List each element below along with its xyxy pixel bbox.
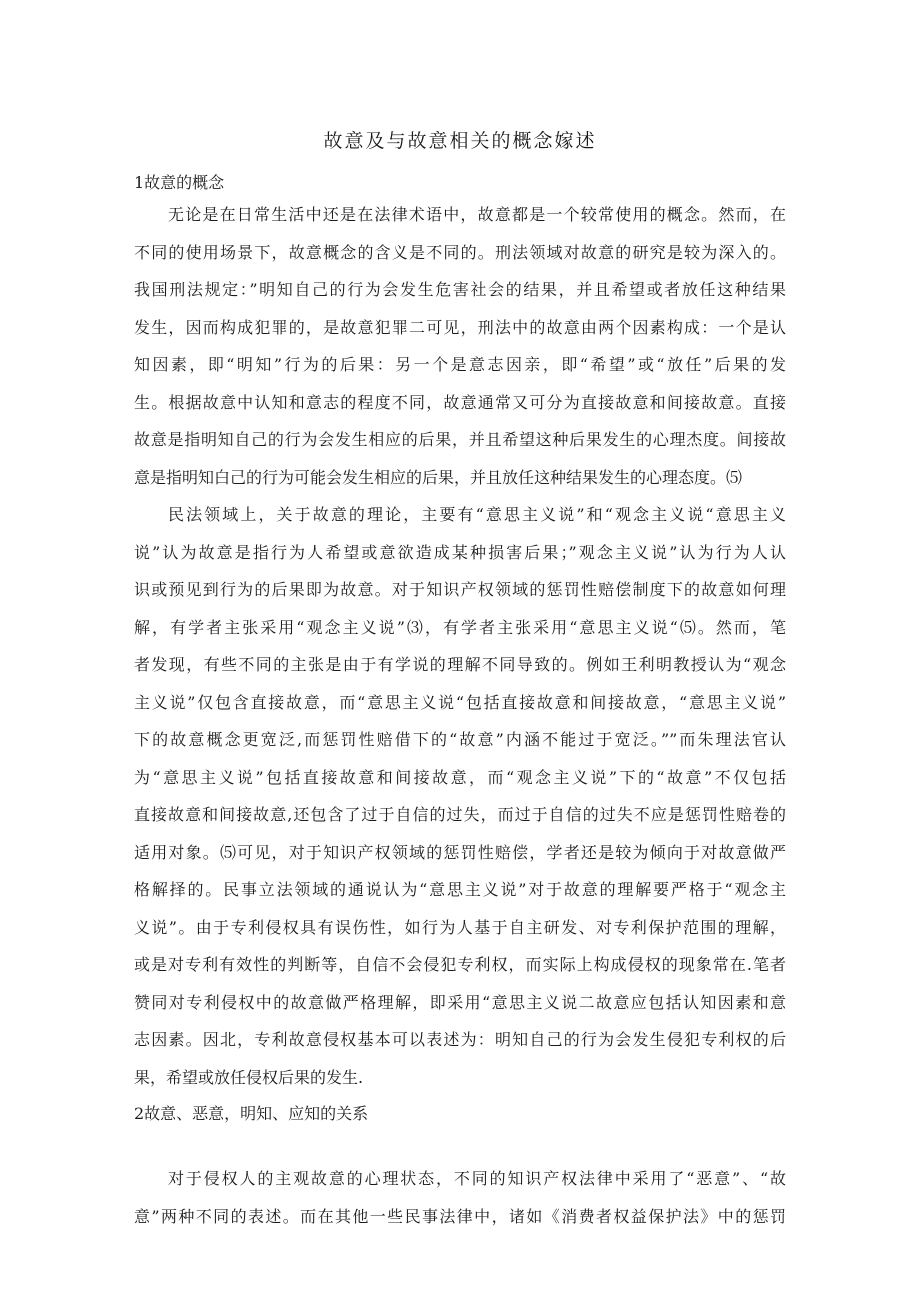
paragraph-line: 义说”。由于专利侵权具有误伤性，如行为人基于自主研发、对专利保护范围的理解， — [134, 917, 786, 937]
paragraph-line: 赞同对专利侵权中的故意做严格理解，即采用“意思主义说二故意应包括认知因素和意 — [134, 992, 786, 1012]
section-1-paragraph-1 — [134, 196, 786, 496]
document-title: 故意及与故意相关的概念嫁述 — [323, 130, 597, 152]
section-1-paragraph-2 — [134, 496, 786, 1096]
paragraph-line: 志因素。因北，专利故意侵权基本可以表述为：明知自己的行为会发生侵犯专利权的后 — [134, 1030, 786, 1049]
paragraph-line: 格解择的。民事立法领域的通说认为“意思主义说”对于故意的理解要严格于“观念主 — [134, 880, 786, 899]
paragraph-line: 为“意思主义说”包括直接故意和间接故意，而“观念主义说”下的“故意”不仅包括 — [134, 767, 786, 787]
paragraph-line: 知因素，即“明知”行为的后果：另一个是意志因亲，即“希望”或“放任”后果的发 — [134, 355, 786, 374]
paragraph-line: 说”认为故意是指行为人希望或意欲造成某种损害后果；”观念主义说”认为行为人认 — [134, 542, 786, 562]
paragraph-line: 不同的使用场景下，故意概念的含义是不同的。刑法领域对故意的研究是较为深入的。 — [134, 242, 786, 262]
paragraph-line: 直接故意和间接故意,还包含了过于自信的过失，而过于自信的过失不应是惩罚性赔卷的 — [134, 805, 786, 824]
paragraph-line: 意”两种不同的表述。而在其他一些民事法律中，诸如《消费者权益保护法》中的惩罚 — [134, 1206, 786, 1226]
section-2-heading: 2故意、恶意，明知、应知的关系 — [134, 1104, 369, 1123]
paragraph-line: 下的故意概念更宽泛,而惩罚性赔借下的“故意”内涵不能过于宽泛。””而朱理法官认 — [134, 730, 786, 749]
paragraph-line: 无论是在日常生活中还是在法律术语中，故意都是一个较常使用的概念。然而，在 — [168, 205, 786, 224]
paragraph-line: 生。根据故意中认知和意志的程度不同，故意通常又可分为直接故意和间接故意。直接 — [134, 392, 786, 412]
paragraph-line: 发生，因而构成犯罪的，是故意犯罪二可见，刑法中的故意由两个因素构成：一个是认 — [134, 317, 786, 337]
paragraph-line: 意是指明知白己的行为可能会发生相应的后果，并且放任这种结果发生的心理态度。⑸ — [134, 467, 743, 487]
paragraph-line: 或是对专利有效性的判断等，自信不会侵犯专利权，而实际上构成侵权的现象常在.笔者 — [134, 955, 786, 974]
paragraph-line: 民法领域上，关于故意的理论，主要有“意思主义说”和“观念主义说“意思主义 — [168, 505, 786, 524]
paragraph-line: 我国刑法规定：”明知自己的行为会发生危害社会的结果，并且希望或者放任这种结果 — [134, 280, 786, 299]
paragraph-line: 果，希望或放任侵权后果的发生. — [134, 1067, 364, 1087]
paragraph-line: 主义说”仅包含直接故意，而“意思主义说“包括直接故意和间接故意，“意思主义说” — [134, 692, 786, 712]
section-1-heading: 1故意的概念 — [134, 173, 225, 192]
paragraph-line: 解，有学者主张采用“观念主义说”⑶，有学者主张采用“意思主义说“⑸。然而，笔 — [134, 617, 786, 637]
paragraph-line: 识或预见到行为的后果即为故意。对于知识产权领域的惩罚性赔偿制度下的故意如何理 — [134, 580, 786, 599]
paragraph-line: 对于侵权人的主观故意的心理状态，不同的知识产权法律中采用了“恶意”、“故 — [168, 1169, 786, 1188]
paragraph-line: 故意是指明知自己的行为会发生相应的后果，并且希望这种后果发生的心理杰度。间接故 — [134, 430, 786, 449]
paragraph-line: 适用对象。⑸可见，对于知识产权领域的惩罚性赔偿，学者还是较为倾向于对故意做严 — [134, 842, 786, 862]
section-2-paragraph-1 — [134, 1160, 786, 1235]
paragraph-line: 者发现，有些不同的主张是由于有学说的理解不同导致的。例如王利明教授认为“观念 — [134, 655, 786, 674]
